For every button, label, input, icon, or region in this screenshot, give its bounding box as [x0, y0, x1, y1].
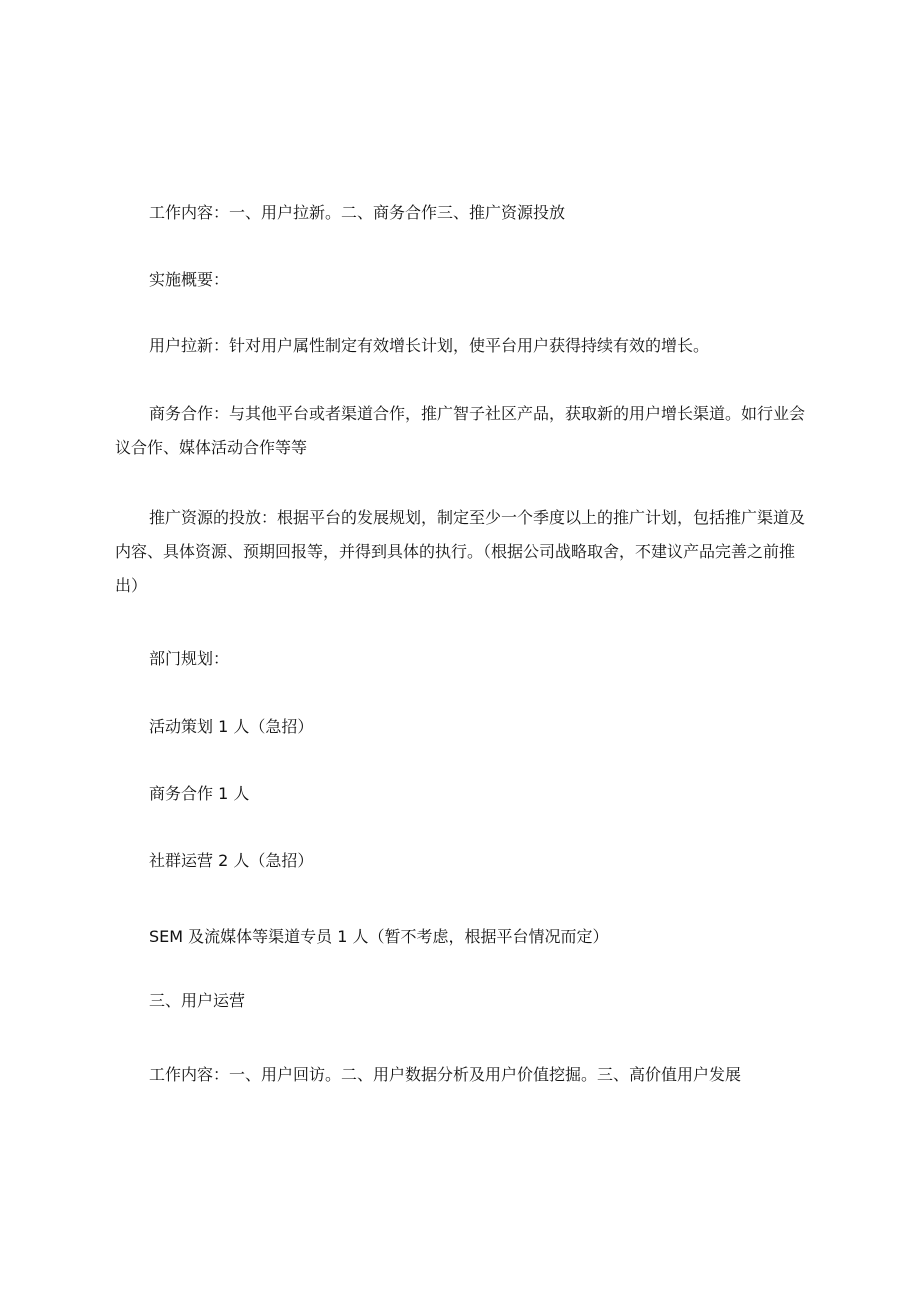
- paragraph-work-content-1: 工作内容：一、用户拉新。二、商务合作三、推广资源投放: [149, 203, 566, 222]
- paragraph-role-business: 商务合作 1 人: [149, 784, 250, 803]
- paragraph-role-community: 社群运营 2 人（急招）: [149, 851, 314, 870]
- paragraph-promotion-resources: 推广资源的投放：根据平台的发展规划，制定至少一个季度以上的推广计划，包括推广渠道及内容、具体资源、预期回报等，并得到具体的执行。（根据公司战略取舍，不建议产品完善之前推出）: [115, 508, 806, 595]
- paragraph-implementation-overview: 实施概要：: [149, 270, 230, 289]
- paragraph-user-acquisition: 用户拉新：针对用户属性制定有效增长计划，使平台用户获得持续有效的增长。: [149, 336, 710, 355]
- paragraph-role-sem: SEM 及流媒体等渠道专员 1 人（暂不考虑，根据平台情况而定）: [149, 927, 609, 946]
- paragraph-role-event-planning: 活动策划 1 人（急招）: [149, 717, 314, 736]
- paragraph-department-plan: 部门规划：: [149, 649, 230, 668]
- paragraph-business-cooperation: 商务合作：与其他平台或者渠道合作，推广智子社区产品，获取新的用户增长渠道。如行业会议合作、媒体活动合作等等: [115, 404, 806, 457]
- paragraph-work-content-2: 工作内容：一、用户回访。二、用户数据分析及用户价值挖掘。三、高价值用户发展: [149, 1065, 742, 1084]
- section-heading-user-operations: 三、用户运营: [149, 991, 246, 1010]
